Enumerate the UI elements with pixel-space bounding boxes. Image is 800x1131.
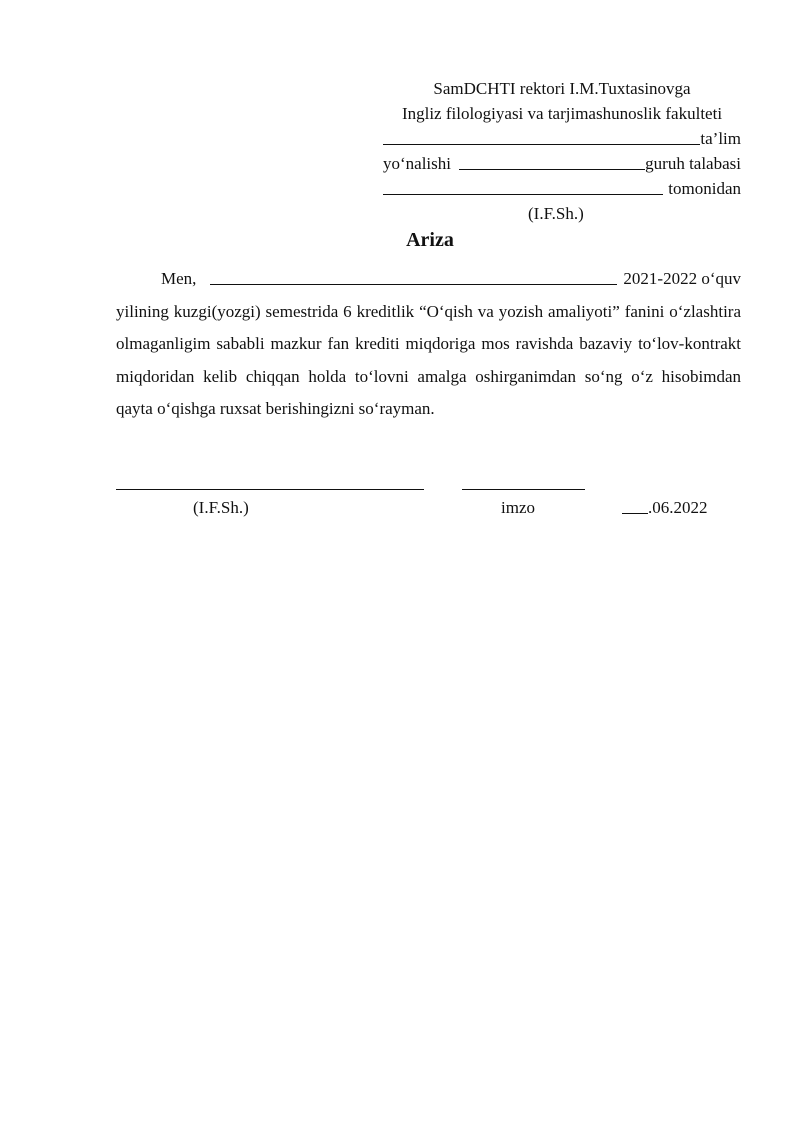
education-field-suffix: ta’lim: [700, 129, 741, 148]
body-paragraph: yilining kuzgi(yozgi) semestrida 6 kreditlik “O‘qish va yozish amaliyoti” fanini o‘zlashtira olmaganligim sababli mazkur fan krediti miqdoriga mos ravishda bazaviy to‘lov-kontrakt miqdoridan kelib chiqqan holda to‘lovni amalga oshirganimdan so‘ng o‘z hisobimdan qayta o‘qishga ruxsat berishingizni so‘rayman.: [116, 301, 741, 419]
signature-fio-caption: (I.F.Sh.): [193, 498, 249, 517]
student-name-blank[interactable]: [383, 180, 663, 195]
group-blank[interactable]: [459, 155, 645, 170]
addressee-line: [383, 76, 741, 101]
signature-blank[interactable]: [462, 489, 585, 490]
addressee-text: SamDCHTI rektori I.M.Tuxtasinovga: [433, 79, 691, 98]
addressee-block: [383, 76, 741, 201]
student-name-line: [383, 176, 741, 201]
date-suffix: .06.2022: [648, 498, 708, 517]
header-fio-caption: (I.F.Sh.): [528, 204, 584, 223]
direction-group-line: [383, 151, 741, 176]
faculty-text: Ingliz filologiyasi va tarjimashunoslik fakulteti: [401, 104, 723, 123]
body-first-word: Men,: [161, 269, 197, 288]
signature-name-blank[interactable]: [116, 489, 424, 490]
from-suffix: tomonidan: [668, 179, 741, 198]
date-day-blank[interactable]: [622, 499, 648, 514]
education-field-line: [383, 126, 741, 151]
education-field-blank[interactable]: [383, 130, 700, 145]
body-first-line-end: 2021-2022 o‘quv: [623, 269, 741, 288]
faculty-line: [383, 101, 741, 126]
application-body: [116, 263, 741, 426]
body-first-line: [116, 263, 741, 296]
signature-imzo-caption: imzo: [501, 498, 535, 517]
document-title: Ariza: [406, 229, 454, 251]
group-suffix: guruh talabasi: [645, 154, 741, 173]
applicant-name-blank[interactable]: [210, 270, 617, 285]
direction-prefix: yo‘nalishi: [383, 154, 451, 173]
signature-date: [622, 496, 708, 520]
